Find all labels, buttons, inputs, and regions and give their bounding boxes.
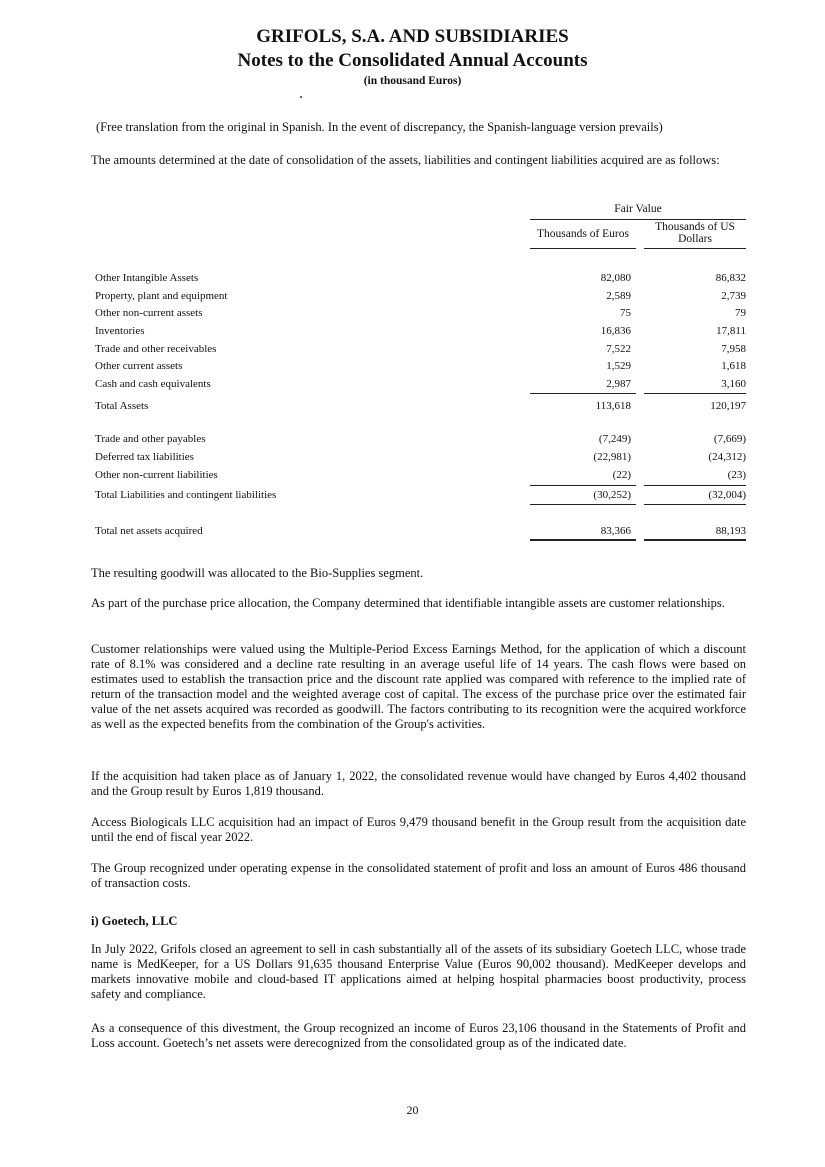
company-title: GRIFOLS, S.A. AND SUBSIDIARIES: [256, 26, 569, 47]
row-usd: (32,004): [708, 489, 746, 501]
row-label: Other current assets: [95, 360, 183, 372]
row-eur: 1,529: [606, 360, 631, 372]
row-eur: 113,618: [595, 400, 631, 412]
subtotal-rule: [530, 485, 636, 486]
row-label: Property, plant and equipment: [95, 290, 228, 302]
col-header-eur: Thousands of Euros: [537, 228, 629, 240]
subtotal-rule: [530, 393, 636, 394]
intro-paragraph: The amounts determined at the date of consolidation of the assets, liabilities and contingent liabilities acquired are as follows:: [91, 153, 720, 167]
row-label: Other non-current assets: [95, 307, 203, 319]
total-rule: [644, 504, 746, 505]
row-eur: 83,366: [600, 525, 631, 537]
paragraph: Customer relationships were valued using the Multiple-Period Excess Earnings Method, for the application of which a discount rate of 8.1% was considered and a decline rate resulting in an average useful life of 14 years. The cash flows were based on estimates used to establish the transaction price and the discount rate applied was compared with reference to the implied rate of return of the transaction model and the weighted average cost of capital. The excess of the purchase price over the estimated fair value of the net assets acquired was recorded as goodwill. The factors contributing to its recognition were the acquired workforce as well as the expected benefits from the combination of the Group's activities.: [91, 642, 746, 731]
translation-note: (Free translation from the original in Spanish. In the event of discrepancy, the Spanish-language version prevails): [96, 120, 663, 134]
row-eur: 82,080: [600, 272, 631, 284]
row-usd: 88,193: [715, 525, 746, 537]
row-eur: (22): [612, 469, 631, 481]
row-usd: (7,669): [713, 433, 746, 445]
grand-total-rule: [644, 539, 746, 541]
col-header-usd-underline: [644, 248, 746, 249]
table-row: [95, 272, 746, 286]
row-usd: 79: [735, 307, 746, 319]
row-usd: 7,958: [721, 343, 746, 355]
table-row: [95, 290, 746, 304]
section-heading: i) Goetech, LLC: [91, 914, 178, 928]
paragraph: If the acquisition had taken place as of January 1, 2022, the consolidated revenue would have changed by Euros 4,402 thousand and the Group result by Euros 1,819 thousand.: [91, 769, 746, 798]
row-label: Total Liabilities and contingent liabilities: [95, 489, 277, 501]
paragraph: The resulting goodwill was allocated to the Bio-Supplies segment.: [91, 566, 424, 580]
row-usd: 2,739: [721, 290, 746, 302]
fair-value-header: Fair Value: [614, 203, 662, 215]
unit-note: (in thousand Euros): [363, 75, 462, 87]
row-eur: (22,981): [593, 451, 631, 463]
total-rule: [530, 504, 636, 505]
total-liabilities-row: [95, 489, 746, 503]
row-label: Trade and other receivables: [95, 343, 217, 355]
row-usd: 17,811: [716, 325, 746, 337]
table-row: [95, 451, 746, 465]
row-eur: (7,249): [598, 433, 631, 445]
row-usd: (23): [727, 469, 746, 481]
row-label: Total Assets: [95, 400, 149, 412]
document-title: Notes to the Consolidated Annual Accounts: [237, 50, 588, 71]
row-usd: 3,160: [721, 378, 746, 390]
row-label: Deferred tax liabilities: [95, 451, 194, 463]
table-row: [95, 343, 746, 357]
row-eur: 75: [620, 307, 631, 319]
row-label: Other Intangible Assets: [95, 272, 199, 284]
fair-value-underline: [530, 219, 746, 220]
paragraph: As part of the purchase price allocation, the Company determined that identifiable intangible assets are customer relationships.: [91, 596, 725, 610]
row-usd: 86,832: [715, 272, 746, 284]
row-eur: 7,522: [606, 343, 631, 355]
table-row: [95, 469, 746, 483]
subtotal-rule: [644, 393, 746, 394]
table-row: [95, 378, 746, 392]
row-eur: 16,836: [600, 325, 631, 337]
col-header-usd: Thousands of US Dollars: [655, 221, 735, 245]
table-row: [95, 360, 746, 374]
table-row: [95, 433, 746, 447]
total-assets-row: [95, 400, 746, 414]
row-eur: 2,987: [606, 378, 631, 390]
row-eur: (30,252): [593, 489, 631, 501]
row-label: Total net assets acquired: [95, 525, 203, 537]
subtotal-rule: [644, 485, 746, 486]
row-usd: (24,312): [708, 451, 746, 463]
table-row: [95, 307, 746, 321]
row-usd: 120,197: [710, 400, 746, 412]
table-row: [95, 325, 746, 339]
paragraph: As a consequence of this divestment, the Group recognized an income of Euros 23,106 thousand in the Statements of Profit and Loss account. Goetech’s net assets were derecognized from the consolidated group as of the indicated date.: [91, 1021, 746, 1050]
row-usd: 1,618: [721, 360, 746, 372]
row-label: Trade and other payables: [95, 433, 206, 445]
page-number: 20: [406, 1103, 419, 1117]
paragraph: Access Biologicals LLC acquisition had an impact of Euros 9,479 thousand benefit in the Group result from the acquisition date until the end of fiscal year 2022.: [91, 815, 746, 844]
row-label: Inventories: [95, 325, 145, 337]
grand-total-rule: [530, 539, 636, 541]
col-header-eur-underline: [530, 248, 636, 249]
row-label: Other non-current liabilities: [95, 469, 218, 481]
stray-dot: [300, 96, 302, 98]
paragraph: The Group recognized under operating expense in the consolidated statement of profit and loss an amount of Euros 486 thousand of transaction costs.: [91, 861, 746, 890]
row-eur: 2,589: [606, 290, 631, 302]
paragraph: In July 2022, Grifols closed an agreement to sell in cash substantially all of the assets of its subsidiary Goetech LLC, whose trade name is MedKeeper, for a US Dollars 91,635 thousand Enterprise Value (Euros 90,002 thousand). MedKeeper develops and markets innovative mobile and cloud-based IT applications aimed at helping hospital pharmacies boost productivity, process safety and compliance.: [91, 942, 746, 1001]
row-label: Cash and cash equivalents: [95, 378, 211, 390]
net-assets-row: [95, 525, 746, 539]
